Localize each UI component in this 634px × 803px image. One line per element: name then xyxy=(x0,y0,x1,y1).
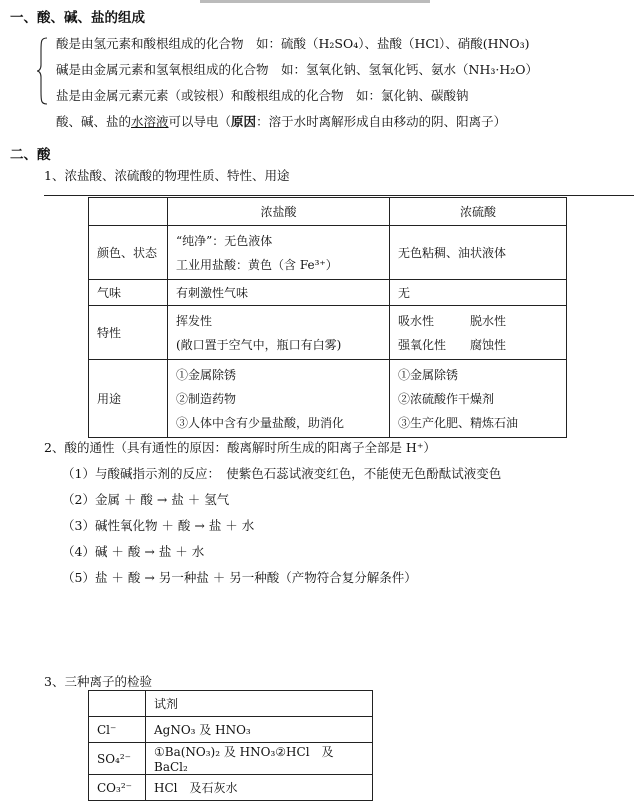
cell-line: 有刺激性气味 xyxy=(176,285,249,300)
property-3: （3）碱性氧化物 ＋ 酸 → 盐 ＋ 水 xyxy=(62,518,255,533)
h2so4-cell xyxy=(390,280,567,306)
cell-line: 挥发性 xyxy=(176,313,213,328)
table-row xyxy=(89,743,373,775)
hcl-cell xyxy=(168,226,390,280)
cell-line: “纯净”：无色液体 xyxy=(176,233,273,248)
hcl-cell xyxy=(168,280,390,306)
cell-line: ①金属除锈 xyxy=(176,367,237,382)
conduct-mid: 可以导电（ xyxy=(168,114,232,129)
conduct-reason-label: 原因 xyxy=(231,114,257,129)
cell-line: 无色粘稠、油状液体 xyxy=(398,245,507,260)
cell-line: 强氧化性 腐蚀性 xyxy=(398,337,507,352)
item3-heading: 3、三种离子的检验 xyxy=(44,674,152,689)
page-header-strip xyxy=(200,0,430,3)
conduct-suffix: ：溶于水时离解形成自由移动的阴、阳离子） xyxy=(256,114,507,129)
property-1: （1）与酸碱指示剂的反应： 使紫色石蕊试液变红色，不能使无色酚酞试液变色 xyxy=(62,466,502,481)
h2so4-cell xyxy=(390,226,567,280)
header-blank xyxy=(89,198,168,226)
property-2: （2）金属 ＋ 酸 → 盐 ＋ 氢气 xyxy=(62,492,230,507)
left-brace xyxy=(36,37,48,105)
header-hcl: 浓盐酸 xyxy=(168,198,390,226)
base-definition: 碱是由金属元素和氢氧根组成的化合物 如：氢氧化钠、氢氧化钙、氨水（NH₃·H₂O） xyxy=(56,62,538,77)
conduct-underlined: 水溶液 xyxy=(131,114,169,129)
ion-test-table xyxy=(88,690,373,801)
h2so4-cell xyxy=(390,306,567,360)
property-5: （5）盐 ＋ 酸 → 另一种盐 ＋ 另一种酸（产物符合复分解条件） xyxy=(62,570,417,585)
hcl-cell xyxy=(168,360,390,438)
horizontal-rule xyxy=(44,195,634,196)
reagent-cell: ①Ba(NO₃)₂ 及 HNO₃②HCl 及 BaCl₂ xyxy=(146,743,373,775)
salt-definition: 盐是由金属元素元素（或铵根）和酸根组成的化合物 如：氯化钠、碳酸钠 xyxy=(56,88,469,103)
cell-line: 吸水性 脱水性 xyxy=(398,313,507,328)
reagent-cell: AgNO₃ 及 HNO₃ xyxy=(146,717,373,743)
h2so4-cell xyxy=(390,360,567,438)
table-row xyxy=(89,360,567,438)
row-label: 颜色、状态 xyxy=(89,226,168,280)
table-row xyxy=(89,226,567,280)
row-label: 特性 xyxy=(89,306,168,360)
row-label: 气味 xyxy=(89,280,168,306)
hcl-cell xyxy=(168,306,390,360)
cell-line: ①金属除锈 xyxy=(398,367,459,382)
ion-cell: CO₃²⁻ xyxy=(89,775,146,801)
cell-line: ②浓硫酸作干燥剂 xyxy=(398,391,495,406)
cell-line: ②制造药物 xyxy=(176,391,237,406)
header-blank xyxy=(89,691,146,717)
conduct-prefix: 酸、碱、盐的 xyxy=(56,114,132,129)
cell-line: ③生产化肥、精炼石油 xyxy=(398,415,519,430)
table-row xyxy=(89,280,567,306)
reagent-cell: HCl 及石灰水 xyxy=(146,775,373,801)
cell-line: 工业用盐酸：黄色（含 Fe³⁺） xyxy=(176,257,338,272)
section2-title: 二、酸 xyxy=(10,147,51,163)
cell-line: 无 xyxy=(398,285,411,300)
section1-title: 一、酸、碱、盐的组成 xyxy=(10,10,145,26)
ion-cell: Cl⁻ xyxy=(89,717,146,743)
property-4: （4）碱 ＋ 酸 → 盐 ＋ 水 xyxy=(62,544,205,559)
row-label: 用途 xyxy=(89,360,168,438)
acid-definition: 酸是由氢元素和酸根组成的化合物 如：硫酸（H₂SO₄）、盐酸（HCl）、硝酸(HNO₃) xyxy=(56,36,530,51)
table-row xyxy=(89,775,373,801)
header-reagent: 试剂 xyxy=(146,691,373,717)
table-row xyxy=(89,717,373,743)
table-header-row xyxy=(89,198,567,226)
acids-property-table xyxy=(88,197,567,438)
ion-cell: SO₄²⁻ xyxy=(89,743,146,775)
cell-line: ③人体中含有少量盐酸，助消化 xyxy=(176,415,345,430)
table-header-row xyxy=(89,691,373,717)
cell-line: (敞口置于空气中，瓶口有白雾) xyxy=(176,337,342,352)
header-h2so4: 浓硫酸 xyxy=(390,198,567,226)
item1-heading: 1、浓盐酸、浓硫酸的物理性质、特性、用途 xyxy=(44,168,290,183)
item2-heading: 2、酸的通性（具有通性的原因：酸离解时所生成的阳离子全部是 H⁺） xyxy=(44,440,436,455)
table-row xyxy=(89,306,567,360)
conductivity-line xyxy=(56,114,506,130)
